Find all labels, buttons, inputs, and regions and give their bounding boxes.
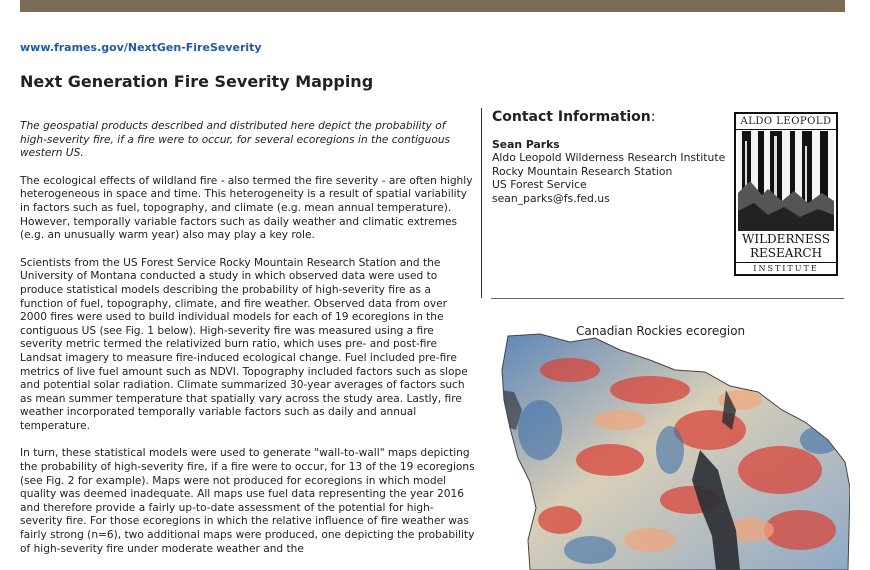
ecoregion-map-figure xyxy=(500,330,850,570)
contact-heading xyxy=(492,109,655,125)
contact-divider xyxy=(491,298,844,299)
paragraph-maps: In turn, these statistical models were used to generate "wall-to-wall" maps depicting the probability of high-severity fire, if a fire were to occur, for 13 of the 19 ecoregions (see Fig. 2 for example). Maps were not produced for ecoregions in which model quality was deemed inadequate. All maps use fuel data representing the year 2016 and therefore provide a fairly up-to-date assessment of the potential for high-severity fire. For those ecoregions in which the relative influence of fire weather was fairly strong (n=6), two additional maps were produced, one depicting the probability of high-severity fire under moderate weather and the xyxy=(20,447,475,555)
logo-top-text: ALDO LEOPOLD xyxy=(736,114,836,130)
contact-block xyxy=(492,138,725,205)
logo-line-wilderness: WILDERNESS xyxy=(742,232,830,246)
figure-title: Canadian Rockies ecoregion xyxy=(576,324,746,338)
contact-heading-text: Contact Information xyxy=(492,109,651,125)
contact-station: Rocky Mountain Research Station xyxy=(492,164,673,178)
aldo-leopold-logo xyxy=(734,112,838,276)
logo-bottom-text: INSTITUTE xyxy=(736,262,836,274)
paragraph-fire-severity: The ecological effects of wildland fire - also termed the fire severity - are often highly heterogeneous in space and time. This heterogeneity is a result of spatial variability in factors such as fuel, topography, and climate (e.g. mean annual temperature). However, temporally variable factors such as daily weather and climatic extremes (e.g. an unusually warm year) also may play a key role. xyxy=(20,174,473,242)
contact-affiliation: Aldo Leopold Wilderness Research Institute xyxy=(492,151,726,165)
main-text-column xyxy=(20,120,475,570)
top-banner-bar xyxy=(20,0,845,12)
column-divider xyxy=(481,108,482,298)
paragraph-study: Scientists from the US Forest Service Rocky Mountain Research Station and the University of Montana conducted a study in which observed data were used to produce statistical models describing the probability of high-severity fire as a function of fuel, topography, climate, and fire weather. Observed data from over 2000 fires were used to build individual models for each of 19 ecoregions in the contiguous US (see Fig. 1 below). High-severity fire was measured using a fire severity metric termed the relativized burn ratio, which uses pre- and post-fire Landsat imagery to measure fire-induced ecological change. Fuel included pre-fire metrics of live fuel amount such as NDVI. Topography included factors such as slope and potential solar radiation. Climate summarized 30-year averages of factors such as mean summer temperature that spatially vary across the study area. Lastly, fire weather incorporated temporally variable factors such as daily and annual temperature. xyxy=(20,256,468,432)
logo-line-research: RESEARCH xyxy=(749,246,823,260)
frames-link[interactable]: www.frames.gov/NextGen-FireSeverity xyxy=(20,41,262,54)
contact-heading-colon: : xyxy=(650,109,656,125)
contact-email[interactable]: sean_parks@fs.fed.us xyxy=(492,191,610,205)
lead-paragraph: The geospatial products described and distributed here depict the probability of high-severity fire, if a fire were to occur, for several ecoregions in the contiguous western US. xyxy=(20,120,451,160)
contact-name: Sean Parks xyxy=(492,138,560,151)
forest-illustration-icon xyxy=(738,131,834,231)
logo-main-text xyxy=(736,232,836,260)
page-title: Next Generation Fire Severity Mapping xyxy=(20,72,374,91)
contact-agency: US Forest Service xyxy=(492,178,587,192)
